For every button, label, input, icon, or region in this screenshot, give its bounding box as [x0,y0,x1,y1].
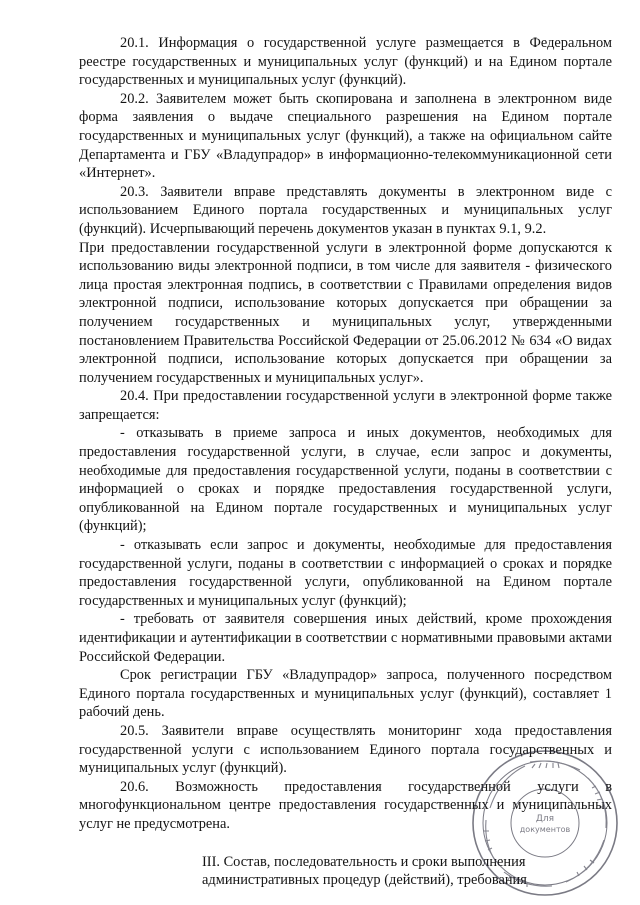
paragraph-20-3: 20.3. Заявители вправе представлять документы в электронном виде с использованием Единого портала государственных и муниципальных услуг (функций). Исчерпывающий перечень документов указан в пунктах 9.1, 9.2. [79,183,612,237]
stamp-inner-text-1: Для [535,814,555,824]
list-item-prohibition-2: - отказывать если запрос и документы, необходимые для предоставления государственной услуги, поданы в соответствии с информацией о сроках и порядке предоставления государственной услуги, опубликованной на Едином портале государственных и муниципальных услуг (функций); [79,537,612,609]
paragraph-20-4: 20.4. При предоставлении государственной услуги в электронной форме также запрещается: [79,388,612,423]
section-heading-line-2: административных процедур (действий), требования [202,872,527,889]
list-item-prohibition-3: - требовать от заявителя совершения иных действий, кроме прохождения идентификации и аутентификации в соответствии с нормативными правовыми актами Российской Федерации. [79,611,612,665]
paragraph-20-1: 20.1. Информация о государственной услуге размещается в Федеральном реестре государственных и муниципальных услуг (функций) и на Едином портале государственных и муниципальных услуг (функций). [79,35,612,89]
section-heading-line-1: III. Состав, последовательность и сроки выполнения [202,853,526,870]
paragraph-20-6: 20.6. Возможность предоставления государственной услуги в многофункциональном центре предоставления государственных и муниципальных услуг не предусмотрена. [79,778,612,832]
paragraph-electronic-signature: При предоставлении государственной услуги в электронной форме допускаются к использованию виды электронной подписи, в том числе для заявителя - физического лица простая электронная подпись, в соответствии с Правилами определения видов электронной подписи, использование которых допускается при обращении за получением государственных и муниципальных услуг, утвержденными постановлением Правительства Российской Федерации от 25.06.2012 № 634 «О видах электронной подписи, использование которых допускается при обращении за получением государственных и муниципальных услуг». [79,239,612,386]
list-item-prohibition-1: - отказывать в приеме запроса и иных документов, необходимых для предоставления государственной услуги, в случае, если запрос и документы, необходимые для предоставления государственной услуги, поданы в соответствии с информацией о сроках и порядке предоставления государственной услуги, опубликованной на Едином портале государственных и муниципальных услуг (функций); [79,425,612,535]
paragraph-20-5: 20.5. Заявители вправе осуществлять мониторинг хода предоставления государственной услуги с использованием Единого портала государственных и муниципальных услуг (функций). [79,722,612,777]
paragraph-registration-term: Срок регистрации ГБУ «Владупрадор» запроса, полученного посредством Единого портала государственных и муниципальных услуг (функций), составляет 1 рабочий день. [79,667,612,721]
stamp-inner-text-2: документов [519,825,571,834]
paragraph-20-2: 20.2. Заявителем может быть скопирована и заполнена в электронном виде форма заявления о выдаче специального разрешения на Едином портале государственных и муниципальных услуг (функций), а также на официальном сайте Департамента и ГБУ «Владупрадор» в информационно-телекоммуникационной сети «Интернет». [79,90,612,182]
organization-seal-stamp [470,748,620,898]
